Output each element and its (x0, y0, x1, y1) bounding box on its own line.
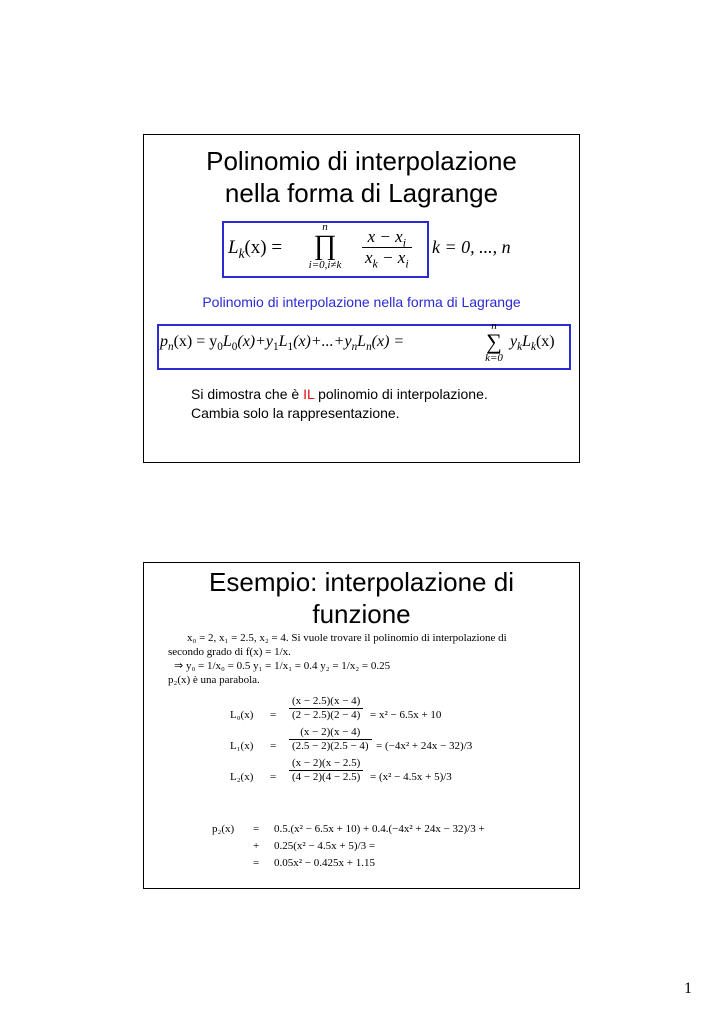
L1-eq: = (270, 740, 277, 752)
lagrange-basis-lhs: $L_k(x)$ = (228, 237, 283, 261)
slide2-title-line1: Esempio: interpolazione di (209, 567, 514, 597)
slide1-title (144, 145, 579, 209)
L0-eq: = (270, 709, 277, 721)
product-operator: n ∏ i=0,i≠k (308, 221, 342, 271)
p2-line2-op: + (253, 840, 260, 852)
intro-line1: x₀ = 2, x₁ = 2.5, x₂ = 4. Si vuole trovare il polinomio di interpolazione di (187, 632, 507, 644)
p2-line3: 0.05x² − 0.425x + 1.15 (274, 857, 375, 869)
slide1-note-line1: Si dimostra che è IL polinomio di interpolazione. (191, 386, 488, 402)
lagrange-index-range: k = 0, ..., n (432, 237, 511, 257)
L1-result: = (−4x² + 24x − 32)/3 (376, 740, 473, 752)
il-highlight: IL (303, 386, 315, 402)
slide1-note-line2: Cambia solo la rappresentazione. (191, 405, 400, 421)
example-intro (168, 631, 507, 687)
lagrange-fraction: $\frac{x - x_i}{x_k - x_i}$ (362, 227, 412, 269)
L0-result: = x² − 6.5x + 10 (370, 709, 442, 721)
intro-line4: p₂(x) è una parabola. (168, 674, 260, 686)
p2-lhs: p₂(x) (212, 823, 235, 835)
page-number: 1 (684, 980, 692, 997)
p2-line3-op: = (253, 857, 260, 869)
L0-fraction: $\frac{(x - 2.5)(x - 4)}{(2 - 2.5)(2 - 4)}$ (289, 695, 363, 722)
slide1-title-line1: Polinomio di interpolazione (206, 146, 517, 176)
slide1-subtitle: Polinomio di interpolazione nella forma di Lagrange (202, 294, 521, 310)
p2-line1: 0.5.(x² − 6.5x + 10) + 0.4.(−4x² + 24x − 32)/3 + (274, 823, 485, 835)
L2-result: = (x² − 4.5x + 5)/3 (370, 771, 452, 783)
intro-line3: ⇒ y₀ = 1/x₀ = 0.5 y₁ = 1/x₁ = 0.4 y₂ = 1/x₂ = 0.25 (174, 660, 391, 672)
lagrange-polynomial-left: $p_n(x) = y_0L_0(x)+y_1L_1(x)+...+y_nL_n(x)$ = (160, 333, 405, 354)
L1-lhs: L₁(x) (230, 740, 254, 752)
sum-operator: n ∑ k=0 (485, 320, 503, 364)
slide-interpolation-example (143, 562, 580, 889)
slide2-title (144, 566, 579, 630)
slide-lagrange-form (143, 134, 580, 463)
L2-fraction: $\frac{(x - 2)(x - 2.5)}{(4 - 2)(4 - 2.5)}$ (289, 757, 363, 784)
slide2-title-line2: funzione (312, 599, 411, 629)
intro-line2: secondo grado di f(x) = 1/x. (168, 646, 291, 658)
L2-eq: = (270, 771, 277, 783)
p2-line1-op: = (253, 823, 260, 835)
lagrange-polynomial-right: $y_kL_k(x)$ (510, 333, 555, 354)
slide1-title-line2: nella forma di Lagrange (224, 178, 499, 208)
L0-lhs: L₀(x) (230, 709, 254, 721)
L2-lhs: L₂(x) (230, 771, 254, 783)
L1-fraction: $\frac{(x - 2)(x - 4)}{(2.5 - 2)(2.5 - 4)}$ (289, 726, 372, 753)
p2-line2: 0.25(x² − 4.5x + 5)/3 = (274, 840, 376, 852)
slide1-note (191, 385, 488, 423)
